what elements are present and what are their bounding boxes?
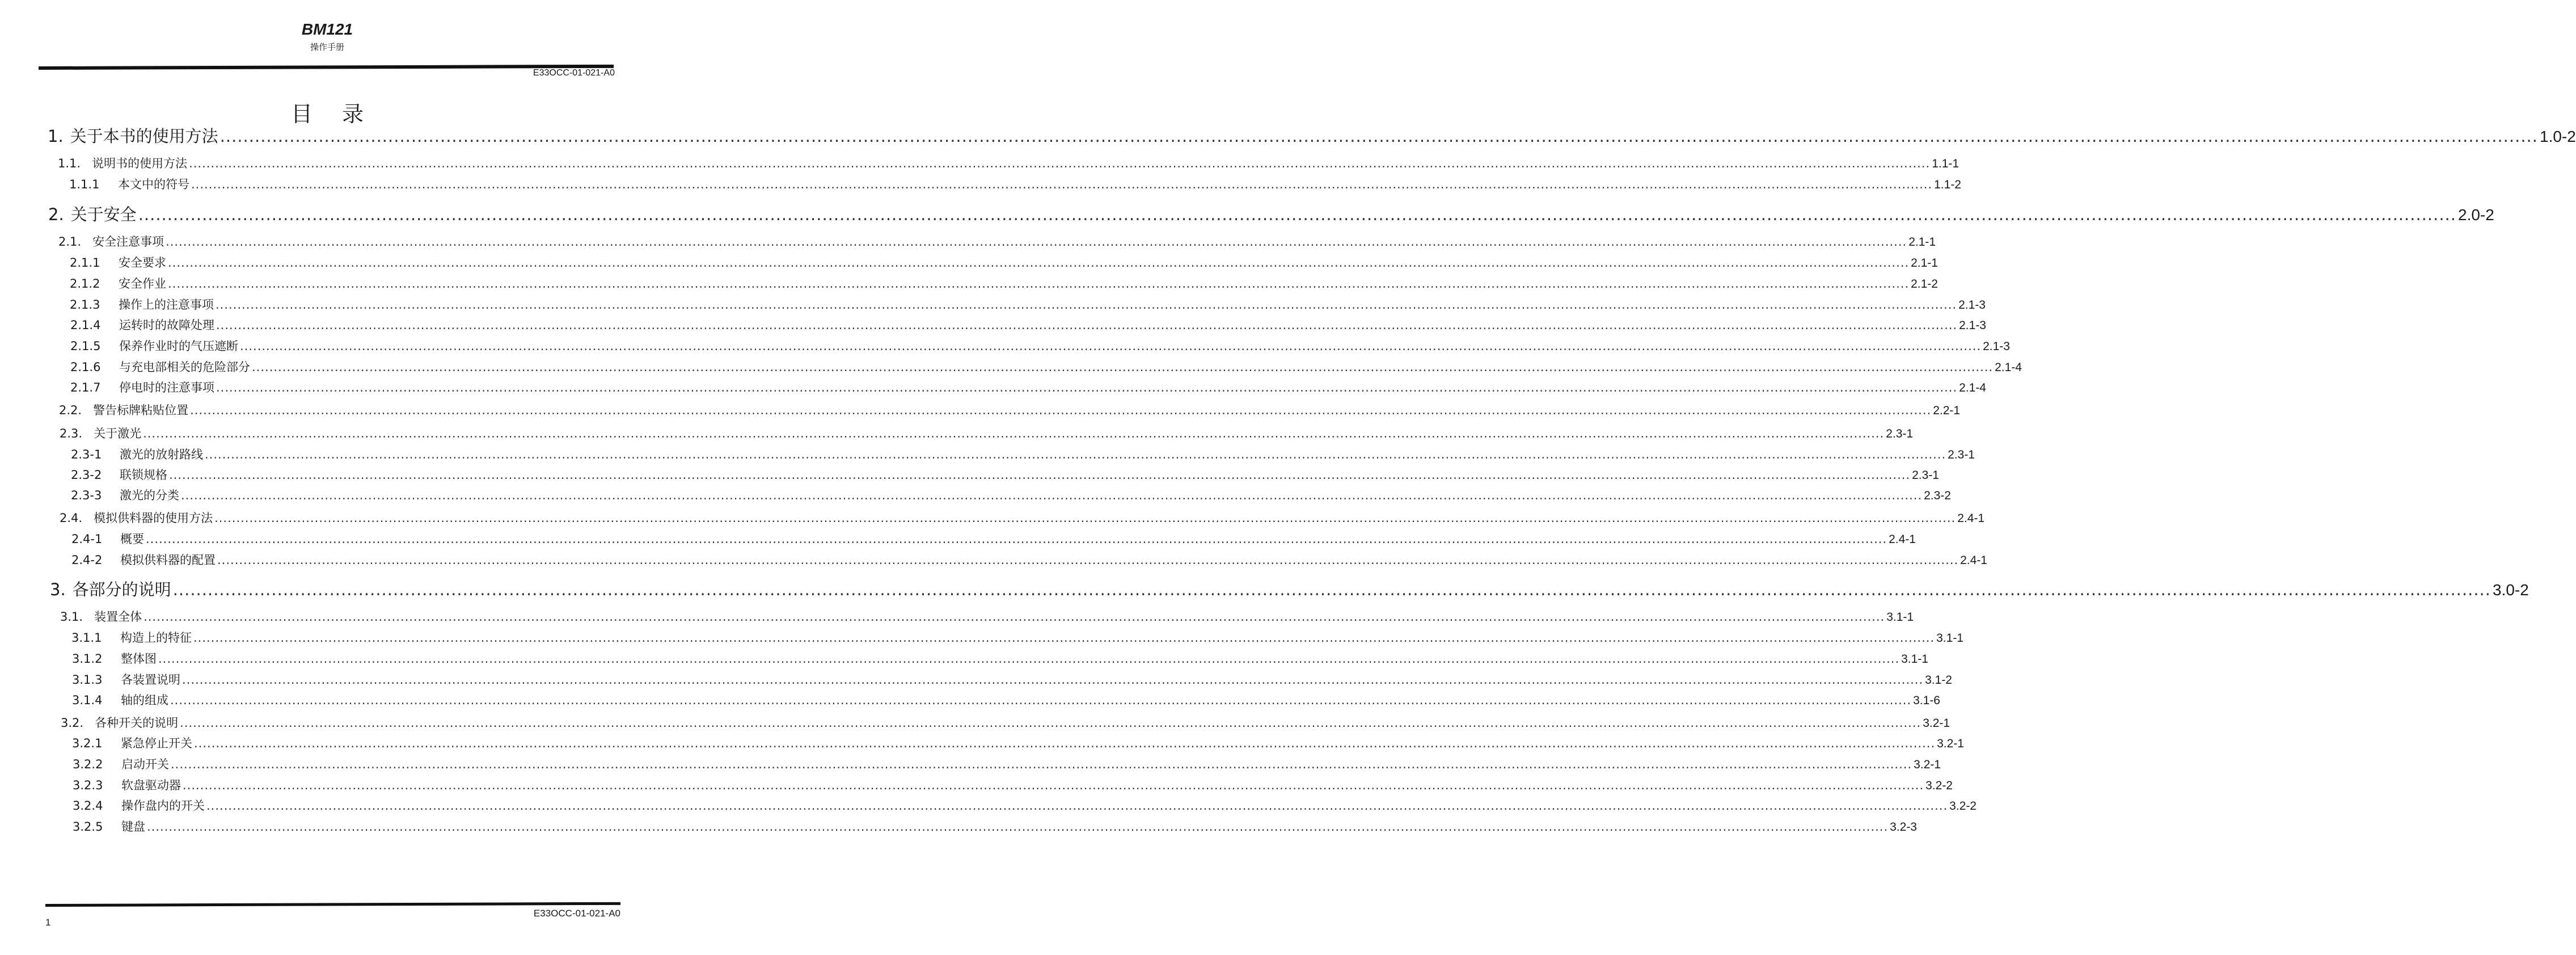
- toc-leader-dots: ................................................................................................................................................................................................................................................................................................................................................................................................................: [219, 127, 2538, 146]
- toc-leader-dots: ................................................................................................................................................................................................................................................................................................................................................................................................................: [216, 298, 1957, 312]
- toc-entry-page: 2.1-3: [1958, 298, 1986, 312]
- toc-entry-page: 3.2-1: [1914, 758, 1941, 771]
- toc-leader-dots: ................................................................................................................................................................................................................................................................................................................................................................................................................: [180, 716, 1922, 730]
- toc-entry-number: 2.4-1: [71, 532, 103, 546]
- toc-leader-dots: ................................................................................................................................................................................................................................................................................................................................................................................................................: [143, 427, 1885, 440]
- toc-entry-level-3: [70, 275, 1938, 292]
- toc-entry-level-2: [58, 233, 1936, 250]
- toc-leader-dots: ................................................................................................................................................................................................................................................................................................................................................................................................................: [216, 318, 1958, 332]
- toc-entry-number: 2.3-1: [71, 448, 102, 461]
- toc-entry-title: 模拟供料器的配置: [120, 553, 216, 567]
- toc-leader-dots: ................................................................................................................................................................................................................................................................................................................................................................................................................: [183, 779, 1924, 792]
- toc-leader-dots: ................................................................................................................................................................................................................................................................................................................................................................................................................: [143, 610, 1885, 624]
- toc-entry-level-3: [71, 466, 1939, 483]
- toc-leader-dots: ................................................................................................................................................................................................................................................................................................................................................................................................................: [172, 580, 2491, 599]
- toc-entry-number: 3.2.1: [72, 737, 103, 750]
- toc-entry-page: 2.1-1: [1911, 256, 1938, 270]
- toc-entry-number: 3.1.: [60, 610, 83, 624]
- toc-entry-title: 各部分的说明: [72, 580, 171, 599]
- toc-entry-level-3: [70, 254, 1938, 271]
- toc-leader-dots: ................................................................................................................................................................................................................................................................................................................................................................................................................: [193, 631, 1935, 645]
- toc-entry-title: 激光的放射路线: [120, 448, 203, 461]
- toc-entry-level-3: [70, 296, 1986, 313]
- toc-entry-title: 联锁规格: [120, 468, 167, 482]
- toc-entry-title: 说明书的使用方法: [92, 157, 188, 170]
- toc-entry-page: 2.1-1: [1908, 235, 1936, 249]
- toc-leader-dots: ................................................................................................................................................................................................................................................................................................................................................................................................................: [216, 381, 1958, 394]
- toc-entry-title: 紧急停止开关: [121, 737, 192, 750]
- toc-entry-title: 各种开关的说明: [95, 716, 179, 730]
- footer-rule: [45, 902, 620, 907]
- toc-entry-title: 关于激光: [94, 427, 142, 440]
- toc-entry-page: 2.1-4: [1959, 381, 1986, 394]
- toc-entry-page: 3.2-2: [1925, 779, 1953, 792]
- toc-entry-level-3: [72, 691, 1940, 708]
- toc-leader-dots: ................................................................................................................................................................................................................................................................................................................................................................................................................: [240, 339, 1982, 353]
- toc-title: 目录: [290, 102, 393, 127]
- toc-leader-dots: ................................................................................................................................................................................................................................................................................................................................................................................................................: [182, 673, 1924, 687]
- toc-leader-dots: ................................................................................................................................................................................................................................................................................................................................................................................................................: [217, 553, 1959, 567]
- toc-entry-level-3: [71, 486, 1951, 503]
- toc-entry-page: 3.2-1: [1923, 717, 1950, 730]
- toc-entry-level-3: [69, 175, 1961, 192]
- toc-entry-level-3: [71, 629, 1963, 646]
- toc-leader-dots: ................................................................................................................................................................................................................................................................................................................................................................................................................: [146, 532, 1887, 546]
- toc-entry-level-2: [58, 154, 1960, 171]
- toc-entry-page: 3.1-2: [1925, 674, 1952, 687]
- toc-entry-level-3: [70, 316, 1986, 333]
- toc-entry-number: 2.1.: [58, 235, 82, 249]
- manual-subtitle: 操作手册: [310, 42, 344, 52]
- toc-entry-level-3: [72, 650, 1928, 667]
- toc-entry-title: 各装置说明: [121, 673, 180, 687]
- toc-entry-number: 3.2.5: [73, 820, 103, 834]
- toc-entry-level-3: [72, 734, 1964, 751]
- toc-entry-page: 2.1-4: [1995, 361, 2022, 374]
- toc-entry-page: 2.3-2: [1924, 489, 1951, 502]
- toc-entry-title: 激光的分类: [120, 489, 179, 502]
- toc-entry-page: 1.1-1: [1932, 157, 1960, 170]
- toc-leader-dots: ................................................................................................................................................................................................................................................................................................................................................................................................................: [181, 489, 1923, 502]
- toc-entry-page: 1.0-2: [2540, 128, 2576, 145]
- toc-entry-level-3: [71, 551, 1987, 568]
- toc-leader-dots: ................................................................................................................................................................................................................................................................................................................................................................................................................: [158, 652, 1900, 666]
- toc-entry-title: 停电时的注意事项: [119, 381, 214, 394]
- toc-entry-page: 3.2-1: [1937, 737, 1964, 750]
- toc-entry-level-2: [59, 401, 1961, 418]
- toc-leader-dots: ................................................................................................................................................................................................................................................................................................................................................................................................................: [190, 403, 1932, 417]
- toc-entry-page: 3.2-2: [1949, 800, 1977, 813]
- toc-entry-title: 警告标牌粘贴位置: [93, 403, 189, 417]
- toc-entry-number: 2.1.3: [70, 298, 100, 312]
- toc-entry-title: 关于安全: [70, 205, 137, 224]
- toc-entry-title: 操作上的注意事项: [119, 298, 214, 312]
- toc-entry-page: 3.1-1: [1901, 653, 1928, 666]
- toc-entry-page: 3.1-1: [1936, 632, 1963, 645]
- toc-entry-number: 3.1.3: [72, 673, 103, 687]
- toc-entry-title: 关于本书的使用方法: [70, 127, 218, 146]
- toc-entry-number: 3.2.4: [73, 799, 103, 813]
- toc-entry-number: 2.2.: [59, 403, 82, 417]
- toc-entry-page: 2.3-1: [1912, 469, 1939, 482]
- toc-entry-number: 1.1.1: [69, 178, 100, 191]
- toc-entry-level-3: [70, 378, 1986, 396]
- toc-entry-number: 1.1.: [58, 157, 81, 170]
- header-rule: [39, 65, 614, 70]
- toc-entry-number: 2.1.4: [70, 318, 101, 332]
- toc-entry-page: 2.3-1: [1948, 448, 1975, 461]
- toc-entry-number: 3.: [50, 580, 66, 599]
- toc-entry-level-1: [48, 124, 2576, 147]
- toc-entry-level-1: [48, 202, 2494, 225]
- toc-entry-title: 模拟供料器的使用方法: [94, 511, 213, 525]
- toc-entry-number: 2.: [48, 205, 64, 224]
- toc-leader-dots: ................................................................................................................................................................................................................................................................................................................................................................................................................: [194, 737, 1936, 750]
- toc-leader-dots: ................................................................................................................................................................................................................................................................................................................................................................................................................: [166, 235, 1907, 249]
- toc-entry-title: 软盘驱动器: [121, 779, 181, 792]
- toc-entry-title: 安全作业: [119, 277, 166, 291]
- toc-entry-title: 运转时的故障处理: [119, 318, 214, 332]
- toc-entry-title: 键盘: [121, 820, 145, 834]
- toc-entry-title: 安全注意事项: [92, 235, 164, 249]
- toc-entry-title: 操作盘内的开关: [121, 799, 205, 813]
- toc-entry-level-3: [70, 337, 2010, 354]
- toc-entry-title: 保养作业时的气压遮断: [119, 339, 238, 353]
- toc-entry-number: 2.4.: [60, 511, 83, 525]
- toc-entry-number: 3.2.2: [73, 758, 103, 771]
- toc-entry-number: 3.1.2: [72, 652, 103, 666]
- toc-entry-title: 整体图: [121, 652, 157, 666]
- toc-leader-dots: ................................................................................................................................................................................................................................................................................................................................................................................................................: [147, 820, 1889, 834]
- toc-entry-title: 启动开关: [121, 758, 169, 771]
- toc-entry-number: 3.1.4: [72, 693, 103, 707]
- toc-entry-page: 2.0-2: [2458, 206, 2494, 224]
- toc-entry-title: 安全要求: [119, 256, 166, 270]
- toc-entry-number: 3.1.1: [71, 631, 102, 645]
- toc-entry-page: 2.1-2: [1911, 277, 1938, 291]
- toc-entry-number: 2.1.7: [70, 381, 101, 394]
- toc-entry-level-2: [60, 509, 1985, 526]
- toc-entry-page: 3.1-6: [1913, 694, 1940, 707]
- toc-entry-number: 3.2.3: [73, 779, 103, 792]
- toc-leader-dots: ................................................................................................................................................................................................................................................................................................................................................................................................................: [206, 799, 1948, 813]
- toc-entry-level-3: [73, 776, 1953, 793]
- toc-leader-dots: ................................................................................................................................................................................................................................................................................................................................................................................................................: [205, 448, 1946, 461]
- toc-leader-dots: ................................................................................................................................................................................................................................................................................................................................................................................................................: [138, 205, 2456, 224]
- toc-entry-level-3: [73, 755, 1941, 772]
- toc-entry-level-3: [71, 445, 1975, 462]
- toc-entry-page: 2.4-1: [1960, 554, 1987, 567]
- toc-entry-page: 3.0-2: [2493, 581, 2529, 599]
- toc-entry-level-3: [72, 671, 1952, 688]
- toc-entry-number: 2.1.5: [70, 339, 101, 353]
- toc-leader-dots: ................................................................................................................................................................................................................................................................................................................................................................................................................: [189, 157, 1931, 170]
- toc-entry-number: 2.1.1: [70, 256, 100, 270]
- toc-entry-title: 轴的组成: [121, 693, 168, 707]
- toc-entry-title: 构造上的特征: [120, 631, 192, 645]
- toc-leader-dots: ................................................................................................................................................................................................................................................................................................................................................................................................................: [168, 256, 1910, 270]
- toc-entry-page: 3.1-1: [1886, 611, 1914, 624]
- toc-entry-number: 2.3.: [60, 427, 83, 440]
- toc-entry-number: 3.2.: [61, 716, 84, 730]
- toc-leader-dots: ................................................................................................................................................................................................................................................................................................................................................................................................................: [168, 277, 1910, 291]
- toc-entry-page: 2.2-1: [1933, 404, 1961, 417]
- toc-entry-page: 1.1-2: [1934, 178, 1961, 191]
- toc-leader-dots: ................................................................................................................................................................................................................................................................................................................................................................................................................: [169, 468, 1911, 482]
- toc-entry-level-3: [73, 818, 1917, 835]
- toc-entry-number: 2.4-2: [71, 553, 103, 567]
- toc-entry-level-1: [50, 577, 2529, 600]
- toc-entry-number: 2.3-3: [71, 489, 102, 502]
- toc-entry-title: 与充电部相关的危险部分: [119, 360, 250, 374]
- model-name: BM121: [301, 20, 353, 38]
- toc-entry-page: 2.4-1: [1889, 533, 1916, 546]
- toc-entry-title: 本文中的符号: [118, 178, 189, 191]
- toc-entry-page: 2.1-3: [1983, 340, 2010, 353]
- toc-entry-page: 3.2-3: [1890, 821, 1917, 834]
- toc-entry-page: 2.4-1: [1957, 512, 1985, 525]
- toc-leader-dots: ................................................................................................................................................................................................................................................................................................................................................................................................................: [191, 178, 1933, 191]
- toc-entry-level-2: [60, 424, 1914, 441]
- toc-leader-dots: ................................................................................................................................................................................................................................................................................................................................................................................................................: [252, 360, 1994, 374]
- toc-leader-dots: ................................................................................................................................................................................................................................................................................................................................................................................................................: [171, 758, 1912, 771]
- toc-entry-level-3: [70, 358, 2022, 375]
- toc-entry-number: 2.1.6: [70, 360, 101, 374]
- page-number: 1: [45, 917, 51, 928]
- toc-entry-title: 装置全体: [94, 610, 142, 624]
- toc-entry-number: 2.1.2: [70, 277, 100, 291]
- header-doc-number: E33OCC-01-021-A0: [533, 68, 615, 78]
- toc-entry-level-3: [71, 530, 1916, 547]
- toc-entry-page: 2.1-3: [1959, 319, 1986, 332]
- toc-entry-level-3: [73, 797, 1977, 814]
- toc-entry-level-2: [61, 714, 1950, 731]
- toc-leader-dots: ................................................................................................................................................................................................................................................................................................................................................................................................................: [170, 693, 1912, 707]
- toc-entry-number: 1.: [48, 127, 64, 146]
- toc-entry-page: 2.3-1: [1886, 427, 1914, 440]
- footer-doc-number: E33OCC-01-021-A0: [533, 908, 620, 919]
- toc-entry-level-2: [60, 608, 1914, 625]
- toc-leader-dots: ................................................................................................................................................................................................................................................................................................................................................................................................................: [214, 511, 1956, 525]
- toc-entry-title: 概要: [120, 532, 144, 546]
- toc-entry-number: 2.3-2: [71, 468, 102, 482]
